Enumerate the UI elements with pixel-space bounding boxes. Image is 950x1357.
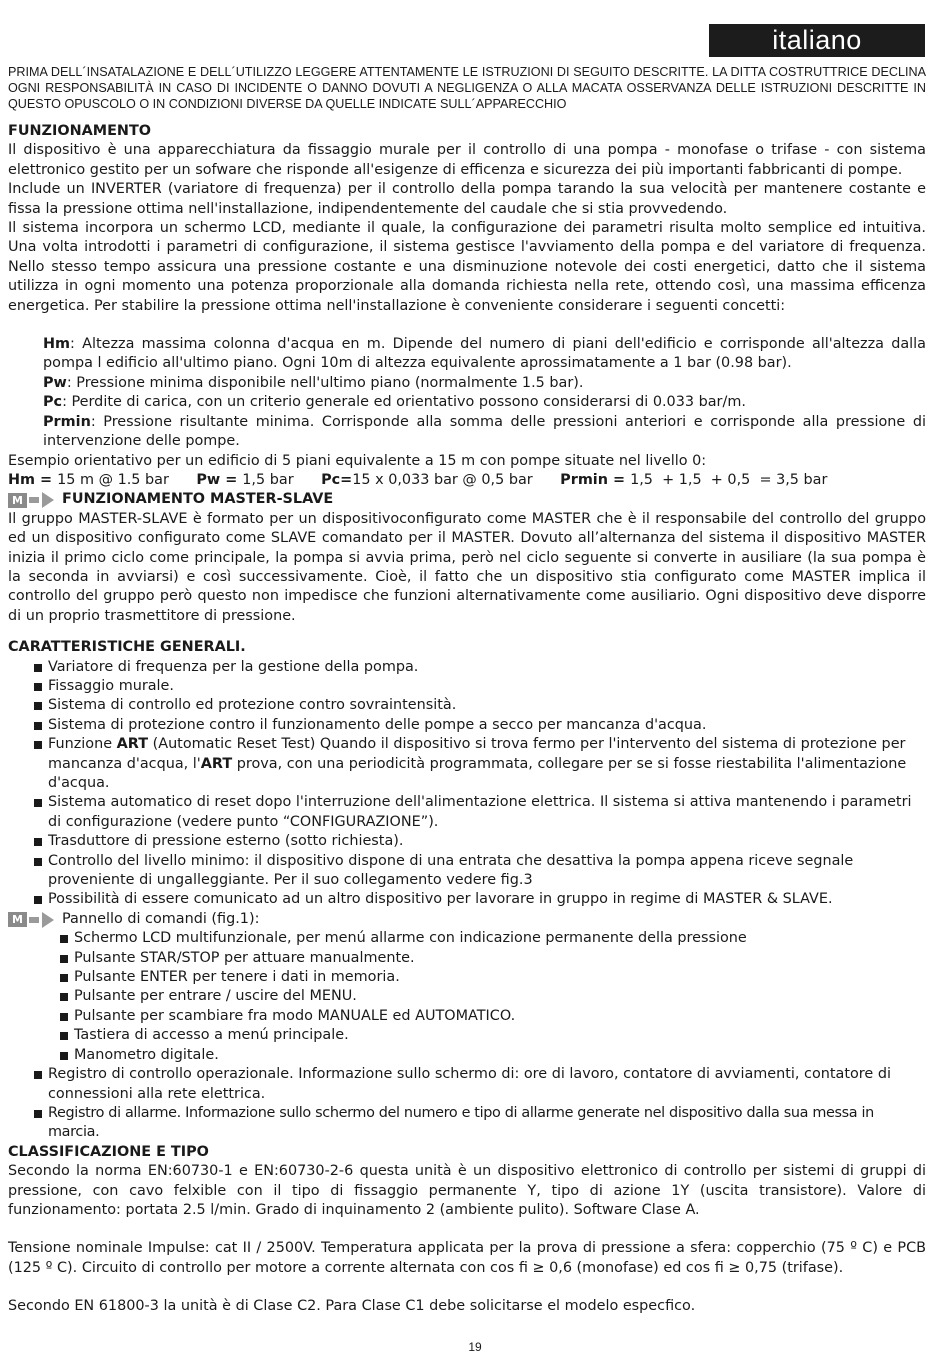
list-item: Pulsante per entrare / uscire del MENU. — [8, 987, 926, 1006]
m-badge: M — [8, 912, 27, 927]
list-item: Pulsante per scambiare fra modo MANUALE ed AUTOMATICO. — [8, 1007, 926, 1026]
master-slave-icon — [8, 912, 54, 928]
example-prmin-label: Prmin = — [560, 471, 631, 488]
paragraph: Il gruppo MASTER-SLAVE è formato per un dispositivoconfigurato come MASTER che è il responsabile del controllo del gruppo ed un dispositivo configurato come SLAVE comandato per il MASTER. Dovuto all’alternanza del sistema il dispositivo MASTER inizia il primo ciclo come principale, la pompa si avvia prima, però nel ciclo seguente si converte in ausiliare (la sua pompa è la seconda in avviarsi) e così successivamente. Cioè, il fatto che un dispositivo stia configurato come MASTER implica il controllo del gruppo però questo non impedisce che funzioni alternativamente come ausiliario. Ogni dispositivo deve disporre di un proprio trasmettitore di pressione. — [8, 510, 926, 624]
bullet-icon — [60, 1013, 68, 1021]
definition-term: Pw — [43, 374, 67, 391]
m-badge: M — [8, 493, 27, 508]
panel-list — [8, 929, 926, 1065]
paragraph: Il sistema incorpora un schermo LCD, mediante il quale, la configurazione dei parametri risulta molto semplice ed intuitiva. Una volta introdotti i parametri di configurazione, il sistema gestisce l'avviamento della pompa e del variatore di frequenza. Nello stesso tempo assicura una pressione costante e una disminuzione notevole dei costi energetici, datto che il sistema utilizza in ogni momento una potenza proporzionale alla domanda richiesta nella rete, ottendo così, una massima efficenza energetica. Per stabilire la pressione ottima nell'installazione è conveniente considerare i seguenti concetti: — [8, 220, 926, 314]
list-item: Sistema di protezione contro il funzionamento delle pompe a secco per mancanza d'acqua. — [8, 716, 926, 735]
example-hm-value: 15 m @ 1.5 bar — [57, 471, 169, 488]
example-pw-value: 1,5 bar — [242, 471, 294, 488]
language-tab: italiano — [709, 24, 925, 57]
list-item: Possibilità di essere comunicato ad un altro dispositivo per lavorare in gruppo in regime di MASTER & SLAVE. — [8, 890, 926, 909]
master-slave-heading — [8, 490, 926, 509]
example-pw-label: Pw = — [196, 471, 243, 488]
bullet-icon — [34, 858, 42, 866]
bullet-icon — [34, 741, 42, 749]
bullet-icon — [60, 935, 68, 943]
list-item: Controllo del livello minimo: il dispositivo dispone di una entrata che desattiva la pompa appena riceve segnale proveniente di ungalleggiante. Per il suo collegamento vedere fig.3 — [8, 852, 926, 891]
bullet-icon — [34, 702, 42, 710]
definition-term: Hm — [43, 336, 71, 353]
definition-text: : Altezza massima colonna d'acqua en m. Dipende del numero di piani dell'edificio e corrisponde all'altezza dalla pompa l edificio all'ultimo piano. Ogni 10m di altezza equivalente aprossimatamente a 1 bar (0.98 bar). — [43, 336, 926, 372]
definition-pc — [43, 393, 926, 412]
example-prmin-value: 1,5 + 1,5 + 0,5 = 3,5 bar — [630, 471, 828, 488]
master-slave-icon — [8, 492, 54, 508]
example-pc-label: Pc= — [321, 471, 353, 488]
bullet-icon — [60, 1032, 68, 1040]
example-intro: Esempio orientativo per un edificio di 5 piani equivalente a 15 m con pompe situate nel livello 0: — [8, 452, 707, 469]
page-number: 19 — [468, 1340, 482, 1354]
main-content — [8, 122, 926, 1317]
list-item: Pulsante ENTER per tenere i dati in memoria. — [8, 968, 926, 987]
list-item: Variatore di frequenza per la gestione della pompa. — [8, 658, 926, 677]
section-title-master-slave: FUNZIONAMENTO MASTER-SLAVE — [62, 491, 334, 508]
definition-text: : Perdite di carica, con un criterio generale ed orientativo possono considerarsi di 0.033 bar/m. — [62, 394, 746, 411]
bullet-icon — [34, 722, 42, 730]
list-item: Registro di allarme. Informazione sullo schermo del numero e tipo di allarme generate nel dispositivo dalla sua messa in marcia. — [8, 1104, 926, 1143]
paragraph: Include un INVERTER (variatore di frequenza) per il controllo della pompa tarando la sua velocità per mantenere costante e fissa la pressione ottima nell'installazione, indipendentemente del caudale che si stia provvedendo. — [8, 181, 926, 217]
definitions-list — [43, 335, 926, 451]
features-list-2 — [8, 1065, 926, 1143]
list-item: Sistema di controllo ed protezione contro sovraintensità. — [8, 696, 926, 715]
list-item-art: Funzione ART (Automatic Reset Test) Quando il dispositivo si trova fermo per l'intervento del sistema di protezione per mancanza d'acqua, l'ART prova, con una periodicità programmata, collegare per se si fosse riestabilita l'alimentazione d'acqua. — [8, 735, 926, 793]
bullet-icon — [60, 955, 68, 963]
list-item: Registro di controllo operazionale. Informazione sullo schermo di: ore di lavoro, contatore di avviamenti, contatore di connessioni alla rete elettrica. — [8, 1065, 926, 1104]
bullet-icon — [34, 664, 42, 672]
definition-prmin — [43, 413, 926, 452]
paragraph: Il dispositivo è una apparecchiatura da fissaggio murale per il controllo di una pompa - monofase o trifase - con sistema elettronico gestito per un sofware che risponde all'esigenze di efficenza e sicurezza dei più importanti fabbricanti di pompe. — [8, 142, 926, 178]
paragraph: Secondo EN 61800-3 la unità è di Clase C2. Para Clase C1 debe solicitarse el modelo especfico. — [8, 1298, 696, 1315]
list-item: Tastiera di accesso a menú principale. — [8, 1026, 926, 1045]
section-title-caratteristiche: CARATTERISTICHE GENERALI. — [8, 639, 246, 656]
list-item: Fissaggio murale. — [8, 677, 926, 696]
example-pc-value: 15 x 0,033 bar @ 0,5 bar — [352, 471, 533, 488]
section-title-classificazione: CLASSIFICAZIONE E TIPO — [8, 1143, 209, 1160]
example-values — [8, 471, 926, 490]
bullet-icon — [60, 993, 68, 1001]
safety-disclaimer: PRIMA DELL´INSATALAZIONE E DELL´UTILIZZO LEGGERE ATTENTAMENTE LE ISTRUZIONI DI SEGUITO DESCRITTE. LA DITTA COSTRUTTRICE DECLINA OGNI RESPONSABILITÀ IN CASO DI INCIDENTE O DANNO DOVUTI A NEGLIGENZA O ALLA MACATA OSSERVANZA DELLE ISTRUZIONI DESCRITTE IN QUESTO OPUSCOLO O IN CONDIZIONI DIVERSE DA QUELLE INDICATE SULL´APPARECCHIO — [8, 65, 926, 111]
features-list — [8, 658, 926, 910]
bullet-icon — [60, 1052, 68, 1060]
list-item: Schermo LCD multifunzionale, per menú allarme con indicazione permanente della pressione — [8, 929, 926, 948]
definition-text: : Pressione minima disponibile nell'ultimo piano (normalmente 1.5 bar). — [66, 374, 584, 391]
definition-text: : Pressione risultante minima. Corrisponde alla somma delle pressioni anteriori e corrisponde alla pressione di intervenzione delle pompe. — [43, 413, 926, 450]
bullet-icon — [60, 974, 68, 982]
list-item: Trasduttore di pressione esterno (sotto richiesta). — [8, 832, 926, 851]
panel-title: Pannello di comandi (fig.1): — [62, 910, 260, 927]
bullet-icon — [34, 1071, 42, 1079]
list-item: Pulsante STAR/STOP per attuare manualmente. — [8, 949, 926, 968]
bullet-icon — [34, 838, 42, 846]
section-title-funzionamento: FUNZIONAMENTO — [8, 123, 152, 139]
example-hm-label: Hm = — [8, 471, 58, 488]
bullet-icon — [34, 683, 42, 691]
paragraph: Secondo la norma EN:60730-1 e EN:60730-2-6 questa unità è un dispositivo elettronico di controllo per sistemi di gruppi di pressione, con cavo felxible con il tipo di fissaggio permanente Y, tipo di azione 1Y (uscita transistore). Valore di funzionamento: portata 2.5 l/min. Grado di inquinamento 2 (ambiente pulito). Software Clase A. — [8, 1163, 926, 1218]
bullet-icon — [34, 799, 42, 807]
definition-term: Prmin — [43, 413, 91, 430]
bullet-icon — [34, 896, 42, 904]
panel-heading — [8, 910, 926, 929]
list-item: Manometro digitale. — [8, 1046, 926, 1065]
paragraph: Tensione nominale Impulse: cat II / 2500V. Temperatura applicata per la prova di pressione a sfera: copperchio (75 º C) e PCB (125 º C). Circuito di controllo per motore a corrente alternata con cos fi ≥ 0,6 (monofase) ed cos fi ≥ 0,75 (trifase). — [8, 1240, 926, 1276]
bullet-icon — [34, 1110, 42, 1118]
definition-hm — [43, 335, 926, 374]
list-item: Sistema automatico di reset dopo l'interruzione dell'alimentazione elettrica. Il sistema si attiva mantenendo i parametri di configurazione (vedere punto “CONFIGURAZIONE”). — [8, 793, 926, 832]
definition-pw — [43, 374, 926, 393]
definition-term: Pc — [43, 394, 63, 411]
